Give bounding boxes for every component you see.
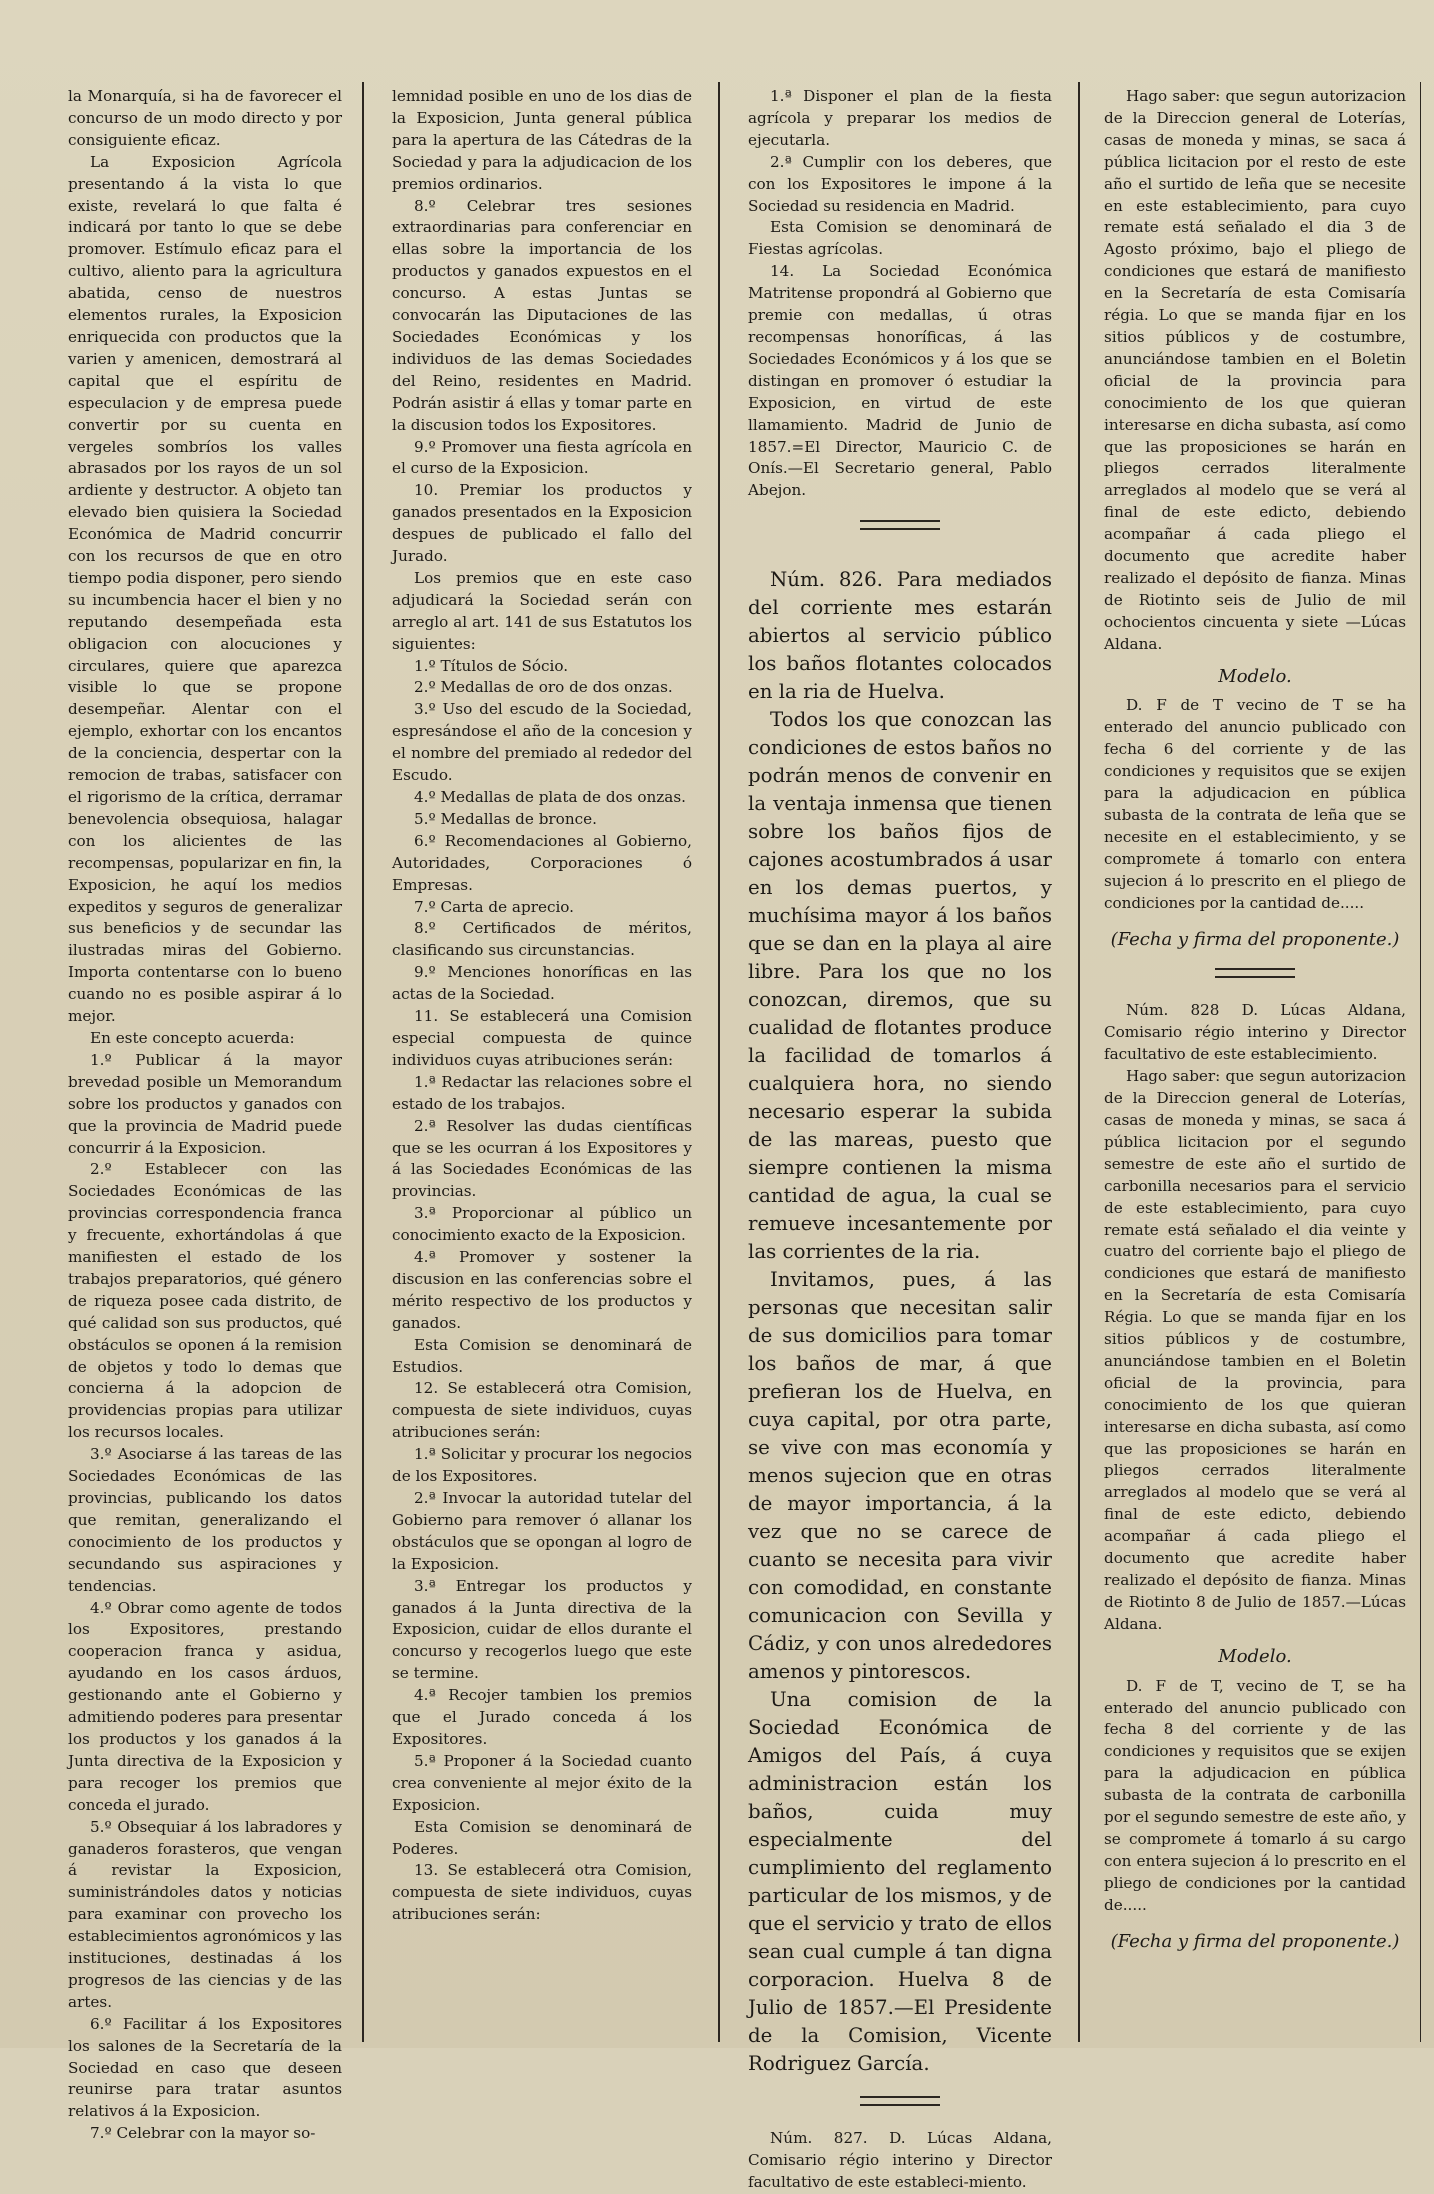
paragraph: 3.º Asociarse á las tareas de las Sociedades Económicas de las provincias, publicando los datos que remitan, generalizando el conocimiento de los productos y secundando sus aspiraciones y tendencias. [68,1445,342,1595]
paragraph: 9.º Menciones honoríficas en las actas de la Sociedad. [392,963,692,1004]
section-separator [860,520,940,530]
paragraph: 8.º Celebrar tres sesiones extraordinarias para conferenciar en ellas sobre la importancia de los productos y ganados expuestos en el concurso. A estas Juntas se convocarán las Diputaciones de las Sociedades Económicas y los individuos de las demas Sociedades del Reino, residentes en Madrid. Podrán asistir á ellas y tomar parte en la discusion todos los Expositores. [392,196,692,434]
paragraph: 12. Se establecerá otra Comision, compuesta de siete individuos, cuyas atribuciones serán: [392,1379,692,1442]
notice-paragraph: Núm. 826. Para mediados del corriente mes estarán abiertos al servicio público los baños flotantes colocados en la ria de Huelva. [748,568,1052,704]
signature-line: (Fecha y firma del proponente.) [1110,928,1400,950]
paragraph: Esta Comision se denominará de Estudios. [392,1335,692,1376]
paragraph: Esta Comision se denominará de Fiestas agrícolas. [748,218,1052,259]
paragraph: 1.ª Disponer el plan de la fiesta agrícola y preparar los medios de ejecutarla. [748,87,1052,149]
paragraph: 2.º Medallas de oro de dos onzas. [414,678,673,697]
section-separator [1215,968,1295,978]
paragraph: 6.º Recomendaciones al Gobierno, Autoridades, Corporaciones ó Empresas. [392,831,692,894]
paragraph: 11. Se establecerá una Comision especial compuesta de quince individuos cuyas atribuciones serán: [392,1007,692,1069]
paragraph: 5.ª Proponer á la Sociedad cuanto crea conveniente al mejor éxito de la Exposicion. [392,1751,692,1814]
column-1 [68,86,342,2143]
column-3 [748,86,1052,2192]
signature-line: (Fecha y firma del proponente.) [1110,1930,1400,1952]
model-text: D. F de T, vecino de T, se ha enterado del anuncio publicado con fecha 8 del corriente y de las condiciones y requisitos que se exijen para la adjudicacion en pública subasta de la contrata de carbonilla por el segundo semestre de este año, y se compromete á tomarlo á su cargo con entera sujecion á lo prescrito en el pliego de condiciones por la cantidad de..... [1104,1676,1406,1914]
paragraph: lemnidad posible en uno de los dias de la Exposicion, Junta general pública para la apertura de las Cátedras de la Sociedad y para la adjudicacion de los premios ordinarios. [392,87,692,193]
paragraph: 8.º Certificados de méritos, clasificando sus circunstancias. [392,919,692,960]
paragraph: 14. La Sociedad Económica Matritense propondrá al Gobierno que premie con medallas, ú otras recompensas honoríficas, á las Sociedades Económicos y á los que se distingan en promover ó estudiar la Exposicion, en virtud de este llamamiento. Madrid de Junio de 1857.=El Director, Mauricio C. de Onís.—El Secretario general, Pablo Abejon. [748,262,1052,500]
paragraph: 4.ª Recojer tambien los premios que el Jurado conceda á los Expositores. [392,1686,692,1748]
paragraph: Hago saber: que segun autorizacion de la Direccion general de Loterías, casas de moneda y minas, se saca á pública licitacion por el segundo semestre de este año el surtido de carbonilla necesarios para el servicio de este establecimiento, para cuyo remate está señalado el dia veinte y cuatro del corriente bajo el pliego de condiciones que estará de manifiesto en la Secretaría de esta Comisaría Régia. Lo que se manda fijar en los sitios públicos y de costumbre, anunciándose tambien en el Boletin oficial de la provincia, para conocimiento de los que quieran interesarse en dicha subasta, así como que las proposiciones se harán en pliegos cerrados literalmente arreglados al modelo que se verá al final de este edicto, debiendo acompañar á cada pliego el documento que acredite haber realizado el depósito de fianza. Minas de Riotinto 8 de Julio de 1857.—Lúcas Aldana. [1104,1067,1406,1633]
notice-paragraph: Una comision de la Sociedad Económica de Amigos del País, á cuya administracion están los baños, cuida muy especialmente del cumplimiento del reglamento particular de los mismos, y de que el servicio y trato de ellos sean cual cumple á tan digna corporacion. Huelva 8 de Julio de 1857.—El Presidente de la Comision, Vicente Rodriguez García. [748,1688,1052,2076]
notice-paragraph: Todos los que conozcan las condiciones de estos baños no podrán menos de convenir en la ventaja inmensa que tienen sobre los baños fijos de cajones acostumbrados á usar en los demas puertos, y muchísima mayor á los baños que se dan en la playa al aire libre. Para los que no los conozcan, diremos, que su cualidad de flotantes produce la facilidad de tomarlos á cualquiera hora, no siendo necesario esperar la subida de las mareas, puesto que siempre contienen la misma cantidad de agua, la cual se remueve incesantemente por las corrientes de la ria. [748,708,1052,1264]
paragraph: 7.º Carta de aprecio. [414,897,575,916]
paragraph: 10. Premiar los productos y ganados presentados en la Exposicion despues de publicado el fallo del Jurado. [392,481,692,566]
notice-paragraph: Invitamos, pues, á las personas que necesitan salir de sus domicilios para tomar los baños de mar, á que prefieran los de Huelva, en cuya capital, por otra parte, se vive con mas economía y menos sujecion que en otras de mayor importancia, á la vez que no se carece de cuanto se necesita para vivir con comodidad, en constante comunicacion con Sevilla y Cádiz, y con unos alrededores amenos y pintorescos. [748,1268,1052,1684]
paragraph: Hago saber: que segun autorizacion de la Direccion general de Loterías, casas de moneda y minas, se saca á pública licitacion por el resto de este año el surtido de leña que se necesite en este establecimiento, para cuyo remate está señalado el dia 3 de Agosto próximo, bajo el pliego de condiciones que estará de manifiesto en la Secretaría de esta Comisaría régia. Lo que se manda fijar en los sitios públicos y de costumbre, anunciándose tambien en el Boletin oficial de la provincia para conocimiento de los que quieran interesarse en dicha subasta, así como que las proposiciones se harán en pliegos cerrados literalmente arreglados al modelo que se verá al final de este edicto, debiendo acompañar á cada pliego el documento que acredite haber realizado el depósito de fianza. Minas de Riotinto seis de Julio de mil ochocientos cincuenta y siete —Lúcas Aldana. [1104,87,1406,653]
paragraph: 1.º Publicar á la mayor brevedad posible un Memorandum sobre los productos y ganados con que la provincia de Madrid puede concurrir á la Exposicion. [68,1050,342,1157]
column-2 [392,86,692,2040]
column-rule [362,82,364,2042]
paragraph: 4.ª Promover y sostener la discusion en las conferencias sobre el mérito respectivo de los productos y ganados. [392,1248,692,1332]
paragraph: 3.º Uso del escudo de la Sociedad, espresándose el año de la concesion y el nombre del premiado al rededor del Escudo. [392,700,692,785]
paragraph: 7.º Celebrar con la mayor so- [90,2124,316,2143]
paragraph: Núm. 827. D. Lúcas Aldana, Comisario régio interino y Director facultativo de este estableci-miento. [748,2129,1052,2192]
paragraph: 3.ª Entregar los productos y ganados á la Junta directiva de la Exposicion, cuidar de ellos durante el concurso y recogerlos luego que este se termine. [392,1576,692,1683]
notice-heading: Núm. 828 D. Lúcas Aldana, Comisario régio interino y Director facultativo de este establecimiento. [1104,1001,1406,1064]
column-rule [1078,82,1080,2042]
paragraph: 4.º Medallas de plata de dos onzas. [414,788,686,806]
column-4 [1104,86,1406,2040]
paragraph: la Monarquía, si ha de favorecer el concurso de un modo directo y por consiguiente eficaz. [68,87,342,149]
paragraph: 3.ª Proporcionar al público un conocimiento exacto de la Exposicion. [392,1204,692,1245]
paragraph: Los premios que en este caso adjudicará la Sociedad serán con arreglo al art. 141 de sus Estatutos los siguientes: [392,568,692,653]
paragraph: 2.ª Invocar la autoridad tutelar del Gobierno para remover ó allanar los obstáculos que se opongan al logro de la Exposicion. [392,1489,692,1573]
model-heading: Modelo. [1218,1645,1292,1667]
paragraph: 13. Se establecerá otra Comision, compuesta de siete individuos, cuyas atribuciones serán: [392,1861,692,1924]
model-text: D. F de T vecino de T se ha enterado del anuncio publicado con fecha 6 del corriente y de las condiciones y requisitos que se exijen para la adjudicacion en pública subasta de la contrata de leña que se necesite en el establecimiento, y se compromete á tomarlo con entera sujecion á lo prescrito en el pliego de condiciones por la cantidad de..... [1104,696,1406,912]
column-rule [718,82,720,2042]
paragraph: 2.ª Cumplir con los deberes, que con los Expositores le impone á la Sociedad su residencia en Madrid. [748,152,1052,215]
paragraph: 1.ª Solicitar y procurar los negocios de los Expositores. [392,1445,692,1486]
paragraph: La Exposicion Agrícola presentando á la vista lo que existe, revelará lo que falta é indicará por tanto lo que se debe promover. Estímulo eficaz para el cultivo, aliento para la agricultura abatida, censo de nuestros elementos rurales, la Exposicion enriquecida con productos que la varien y amenicen, demostrará al capital que el espíritu de especulacion y de empresa puede convertir por su cuenta en vergeles sombríos los valles abrasados por los rayos de un sol ardiente y destructor. A objeto tan elevado bien quisiera la Sociedad Económica de Madrid concurrir con los recursos de que en otro tiempo podia disponer, pero siendo su incumbencia hacer el bien y no reputando desempeñada esta obligacion con alocuciones y circulares, quiere que aparezca visible lo que se propone desempeñar. Alentar con el ejemplo, exhortar con los encantos de la conciencia, despertar con la remocion de trabas, satisfacer con el rigorismo de la crítica, derramar benevolencia obsequiosa, halagar con los alicientes de las recompensas, popularizar en fin, la Exposicion, he aquí los medios expeditos y seguros de generalizar sus beneficios y de secundar las ilustradas miras del Gobierno. Importa contentarse con lo bueno cuando no es posible aspirar á lo mejor. [68,152,342,1026]
paragraph: 2.º Establecer con las Sociedades Económicas de las provincias correspondencia franca y frecuente, exhortándolas á que manifiesten el estado de los trabajos preparatorios, qué género de riqueza posee cada distrito, de qué calidad son sus productos, qué obstáculos se oponen á la remision de objetos y todo lo demas que concierna á la adopcion de providencias propias para utilizar los recursos locales. [68,1160,342,1442]
paragraph: 5.º Obsequiar á los labradores y ganaderos forasteros, que vengan á revistar la Exposicion, suministrándoles datos y noticias para examinar con provecho los establecimientos agronómicos y las instituciones, destinadas á los progresos de las ciencias y de las artes. [68,1817,342,2011]
model-heading: Modelo. [1218,665,1292,687]
paragraph: Esta Comision se denominará de Poderes. [392,1817,692,1858]
paragraph: 4.º Obrar como agente de todos los Expositores, prestando cooperacion franca y asidua, ayudando en los casos árduos, gestionando ante el Gobierno y admitiendo poderes para presentar los productos y los ganados á la Junta directiva de la Exposicion y para recoger los premios que conceda el jurado. [68,1598,342,1814]
paragraph: 1.º Títulos de Sócio. [414,656,569,675]
section-separator [860,2096,940,2106]
column-rule [1420,82,1421,2042]
paragraph: 6.º Facilitar á los Expositores los salones de la Secretaría de la Sociedad en caso que deseen reunirse para tratar asuntos relativos á la Exposicion. [68,2014,342,2121]
paragraph: 5.º Medallas de bronce. [414,809,597,828]
paragraph: En este concepto acuerda: [90,1028,295,1047]
paragraph: 1.ª Redactar las relaciones sobre el estado de los trabajos. [392,1072,692,1113]
paragraph: 9.º Promover una fiesta agrícola en el curso de la Exposicion. [392,437,692,478]
paragraph: 2.ª Resolver las dudas científicas que se les ocurran á los Expositores y á las Sociedades Económicas de las provincias. [392,1116,692,1201]
